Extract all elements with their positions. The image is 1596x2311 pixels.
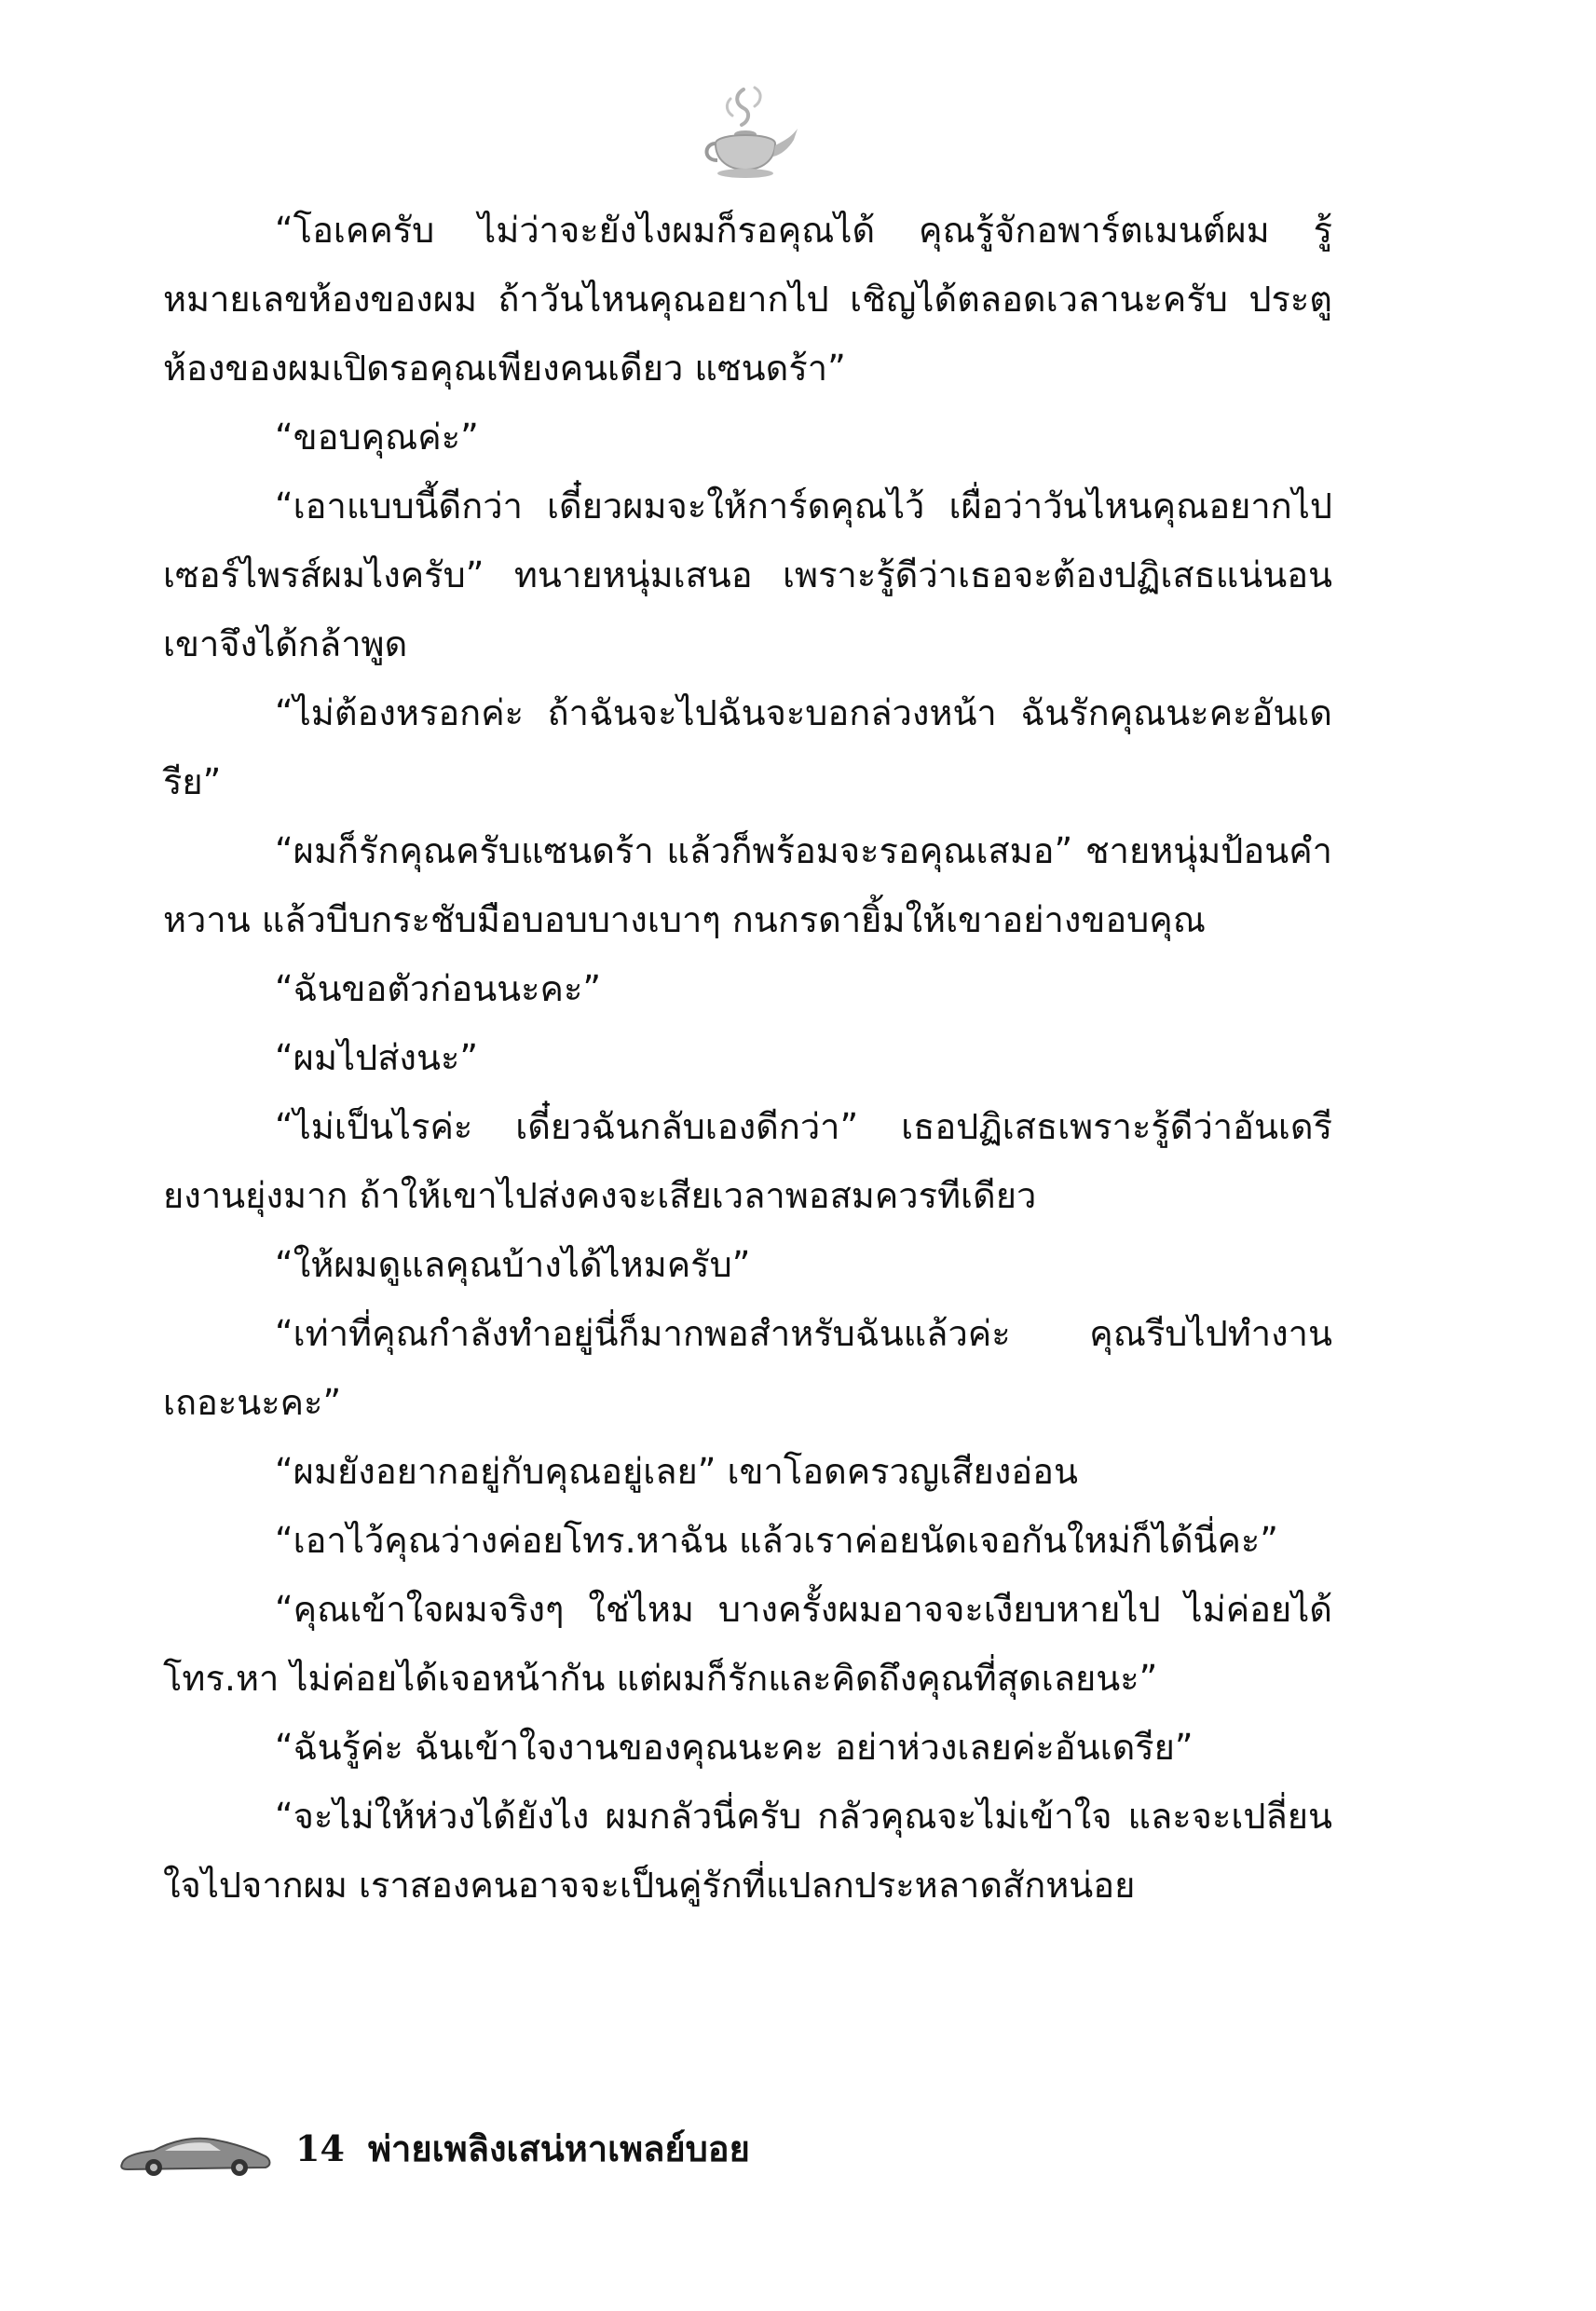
sports-car-icon (116, 2123, 275, 2179)
teapot-ornament-icon (689, 82, 801, 185)
paragraph: “เท่าที่คุณกำลังทำอยู่นี่ก็มากพอสำหรับฉันแล้วค่ะ คุณรีบไปทำงานเถอะนะคะ” (163, 1313, 1332, 1423)
paragraph: “ฉันขอตัวก่อนนะคะ” (275, 968, 602, 1009)
paragraph: “เอาไว้คุณว่างค่อยโทร.หาฉัน แล้วเราค่อยนัดเจอกันใหม่ก็ได้นี่คะ” (275, 1520, 1278, 1561)
paragraph: “ไม่ต้องหรอกค่ะ ถ้าฉันจะไปฉันจะบอกล่วงหน้า ฉันรักคุณนะคะอันเดรีย” (163, 692, 1332, 802)
paragraph: “ไม่เป็นไรค่ะ เดี๋ยวฉันกลับเองดีกว่า” เธอปฏิเสธเพราะรู้ดีว่าอันเดรียงานยุ่งมาก ถ้าให้เขาไปส่งคงจะเสียเวลาพอสมควรทีเดียว (163, 1106, 1332, 1216)
page-number: 14 (295, 2127, 345, 2169)
paragraph: “ผมไปส่งนะ” (275, 1037, 479, 1078)
paragraph: “ผมยังอยากอยู่กับคุณอยู่เลย” เขาโอดครวญเสียงอ่อน (275, 1451, 1078, 1492)
book-title: พ่ายเพลิงเสน่หาเพลย์บอย (368, 2128, 750, 2169)
paragraph: “เอาแบบนี้ดีกว่า เดี๋ยวผมจะให้การ์ดคุณไว้ เผื่อว่าวันไหนคุณอยากไปเซอร์ไพรส์ผมไงครับ” ทนายหนุ่มเสนอ เพราะรู้ดีว่าเธอจะต้องปฏิเสธแน่นอน เขาจึงได้กล้าพูด (163, 485, 1332, 664)
paragraph: “ฉันรู้ค่ะ ฉันเข้าใจงานของคุณนะคะ อย่าห่วงเลยค่ะอันเดรีย” (275, 1727, 1194, 1768)
paragraph: “จะไม่ให้ห่วงได้ยังไง ผมกลัวนี่ครับ กลัวคุณจะไม่เข้าใจ และจะเปลี่ยนใจไปจากผม เราสองคนอาจจะเป็นคู่รักที่แปลกประหลาดสักหน่อย (163, 1796, 1332, 1906)
paragraph: “คุณเข้าใจผมจริงๆ ใช่ไหม บางครั้งผมอาจจะเงียบหายไป ไม่ค่อยได้โทร.หา ไม่ค่อยได้เจอหน้ากัน แต่ผมก็รักและคิดถึงคุณที่สุดเลยนะ” (163, 1589, 1332, 1699)
paragraph: “ให้ผมดูแลคุณบ้างได้ไหมครับ” (275, 1244, 751, 1285)
paragraph: “โอเคครับ ไม่ว่าจะยังไงผมก็รอคุณได้ คุณรู้จักอพาร์ตเมนต์ผม รู้หมายเลขห้องของผม ถ้าวันไหนคุณอยากไป เชิญได้ตลอดเวลานะครับ ประตูห้องของผมเปิดรอคุณเพียงคนเดียว แซนดร้า” (163, 210, 1332, 389)
page-footer (116, 2115, 955, 2190)
paragraph: “ขอบคุณค่ะ” (275, 417, 479, 458)
main-text (163, 196, 1332, 1920)
paragraph: “ผมก็รักคุณครับแซนดร้า แล้วก็พร้อมจะรอคุณเสมอ” ชายหนุ่มป้อนคำหวาน แล้วบีบกระชับมือบอบบางเบาๆ กนกรดายิ้มให้เขาอย่างขอบคุณ (163, 830, 1332, 940)
